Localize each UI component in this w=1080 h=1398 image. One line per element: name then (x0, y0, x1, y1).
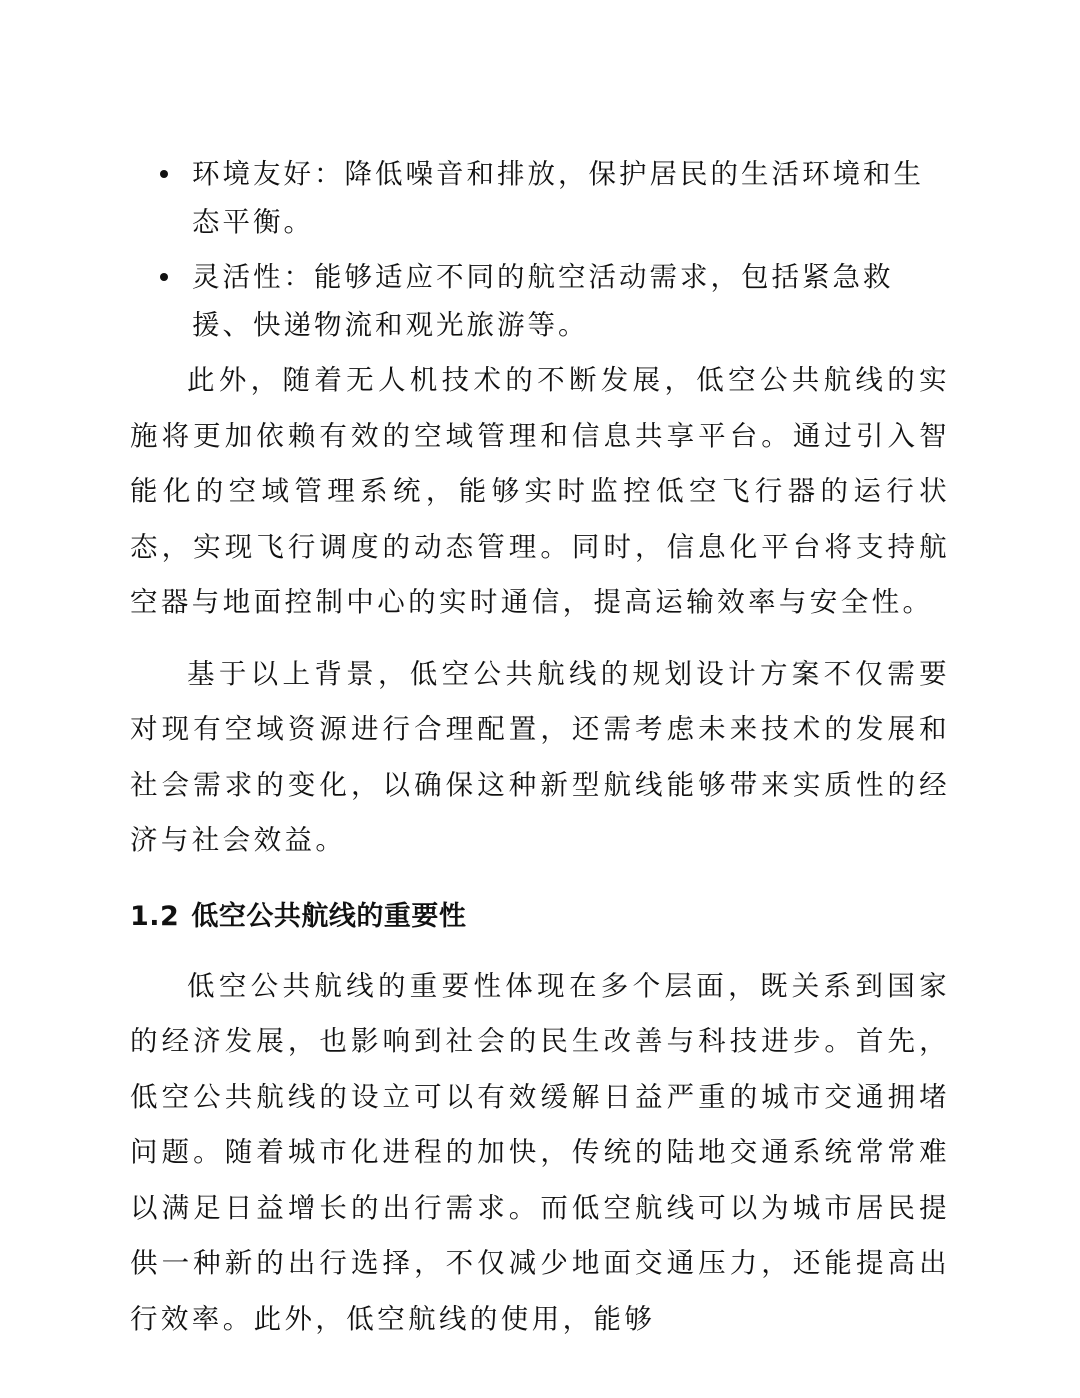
bullet-item-flexibility (130, 253, 950, 349)
paragraph-background-summary: 基于以上背景，低空公共航线的规划设计方案不仅需要对现有空域资源进行合理配置，还需考虑未来技术的发展和社会需求的变化，以确保这种新型航线能够带来实质性的经济与社会效益。 (130, 657, 950, 856)
bullet-dot-icon (160, 170, 168, 178)
section-number: 1.2 (130, 900, 180, 932)
bullet-dot-icon (160, 273, 168, 281)
section-heading (130, 895, 950, 939)
bullet-text: 灵活性：能够适应不同的航空活动需求，包括紧急救援、快递物流和观光旅游等。 (192, 261, 894, 341)
paragraph-importance: 低空公共航线的重要性体现在多个层面，既关系到国家的经济发展，也影响到社会的民生改善与科技进步。首先，低空公共航线的设立可以有效缓解日益严重的城市交通拥堵问题。随着城市化进程的加快，传统的陆地交通系统常常难以满足日益增长的出行需求。而低空航线可以为城市居民提供一种新的出行选择，不仅减少地面交通压力，还能提高出行效率。此外，低空航线的使用，能够 (130, 969, 950, 1335)
bullet-list (130, 150, 950, 349)
document-content (130, 150, 950, 1347)
bullet-item-environment (130, 150, 950, 246)
section-title: 低空公共航线的重要性 (191, 900, 467, 932)
bullet-text: 环境友好：降低噪音和排放，保护居民的生活环境和生态平衡。 (192, 158, 924, 238)
paragraph-airspace-management: 此外，随着无人机技术的不断发展，低空公共航线的实施将更加依赖有效的空域管理和信息共享平台。通过引入智能化的空域管理系统，能够实时监控低空飞行器的运行状态，实现飞行调度的动态管理。同时，信息化平台将支持航空器与地面控制中心的实时通信，提高运输效率与安全性。 (130, 364, 950, 618)
